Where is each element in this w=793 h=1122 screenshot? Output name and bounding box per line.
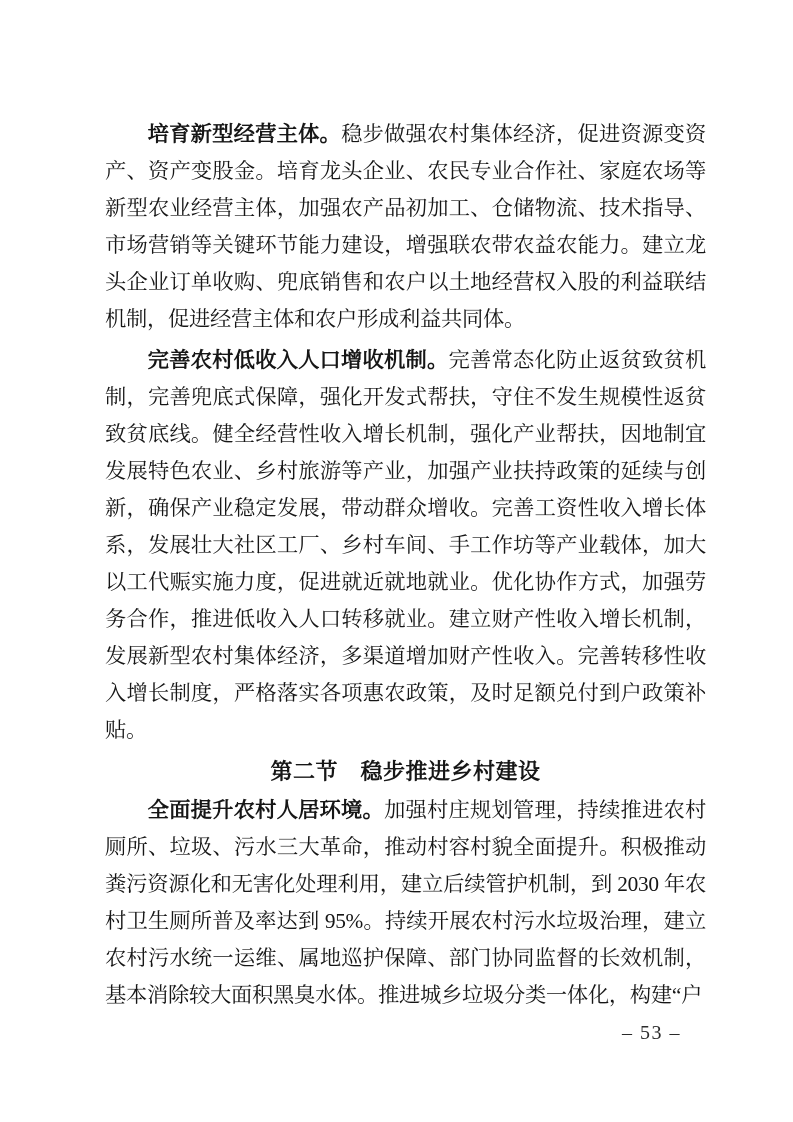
document-body [105,116,706,1018]
section-heading: 第二节 稳步推进乡村建设 [270,759,541,784]
paragraph-rural-living-environment [105,792,706,1014]
paragraph-cultivate-new-operators [105,116,706,338]
page-number: – 53 – [622,1022,681,1044]
paragraph-low-income-mechanism [105,342,706,749]
paragraph-lead: 培育新型经营主体。 [147,122,342,146]
paragraph-lead: 完善农村低收入人口增收机制。 [147,348,449,372]
paragraph-text: 加强村庄规划管理，持续推进农村厕所、垃圾、污水三大革命，推动村容村貌全面提升。积极推动粪污资源化和无害化处理利用，建立后续管护机制，到 2030 年农村卫生厕所普及率达到 95%。持续开展农村污水垃圾治理，建立农村污水统一运维、属地巡护保障、部门协同监督的长效机制，基本消除较大面积黑臭水体。推进城乡垃圾分类一体化，构建“户 [105,798,706,1007]
paragraph-text: 稳步做强农村集体经济，促进资源变资产、资产变股金。培育龙头企业、农民专业合作社、家庭农场等新型农业经营主体，加强农产品初加工、仓储物流、技术指导、市场营销等关键环节能力建设，增强联农带农益农能力。建立龙头企业订单收购、兜底销售和农户以土地经营权入股的利益联结机制，促进经营主体和农户形成利益共同体。 [105,122,706,331]
paragraph-lead: 全面提升农村人居环境。 [147,798,385,822]
paragraph-text: 完善常态化防止返贫致贫机制，完善兜底式保障，强化开发式帮扶，守住不发生规模性返贫致贫底线。健全经营性收入增长机制，强化产业帮扶，因地制宜发展特色农业、乡村旅游等产业，加强产业扶持政策的延续与创新，确保产业稳定发展，带动群众增收。完善工资性收入增长体系，发展壮大社区工厂、乡村车间、手工作坊等产业载体，加大以工代赈实施力度，促进就近就地就业。优化协作方式，加强劳务合作，推进低收入人口转移就业。建立财产性收入增长机制，发展新型农村集体经济，多渠道增加财产性收入。完善转移性收入增长制度，严格落实各项惠农政策，及时足额兑付到户政策补贴。 [105,348,706,742]
